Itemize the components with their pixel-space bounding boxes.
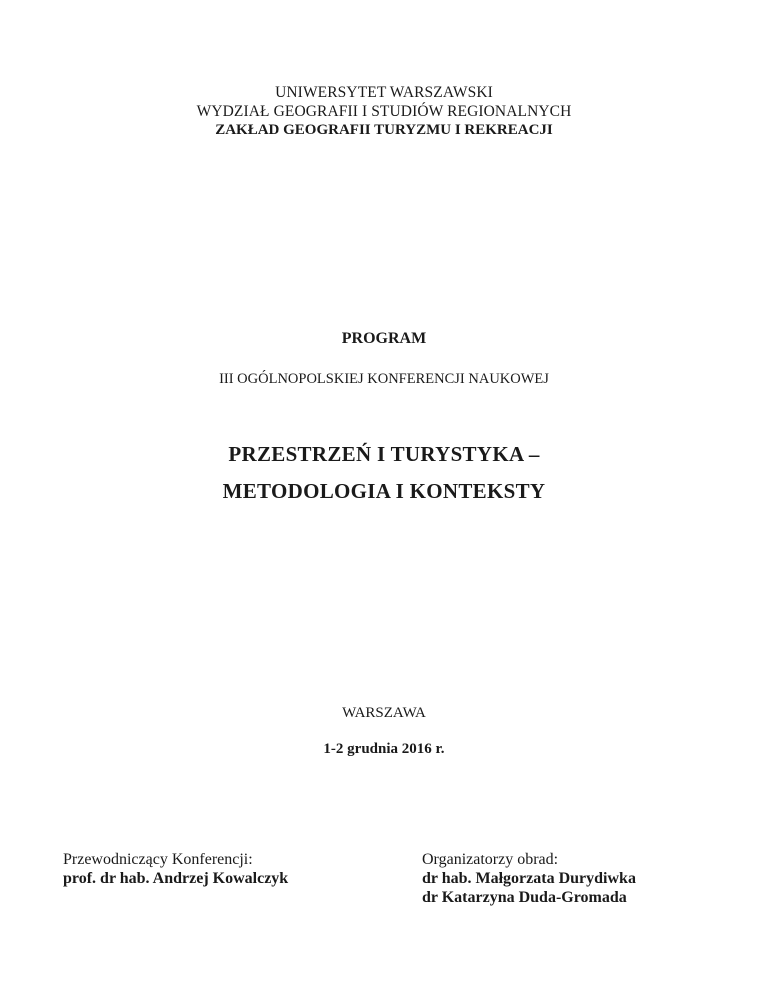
organizers-label: Organizatorzy obrad:: [422, 851, 559, 868]
chair-label: Przewodniczący Konferencji:: [63, 851, 253, 868]
faculty-name: WYDZIAŁ GEOGRAFII I STUDIÓW REGIONALNYCH: [196, 103, 572, 120]
event-date: 1-2 grudnia 2016 r.: [323, 741, 445, 757]
organizers: [422, 850, 636, 907]
conference-title-line-2: METODOLOGIA I KONTEKSTY: [222, 479, 546, 503]
program-heading: PROGRAM: [341, 330, 427, 347]
conference-chair: [63, 850, 288, 888]
organizer-name-2: dr Katarzyna Duda-Gromada: [422, 889, 627, 906]
event-city: WARSZAWA: [342, 705, 426, 721]
conference-subtitle: III OGÓLNOPOLSKIEJ KONFERENCJI NAUKOWEJ: [219, 371, 549, 387]
chair-name: prof. dr hab. Andrzej Kowalczyk: [63, 870, 289, 887]
department-name: ZAKŁAD GEOGRAFII TURYZMU I REKREACJI: [215, 122, 553, 138]
organizer-name-1: dr hab. Małgorzata Durydiwka: [422, 870, 636, 887]
conference-title-line-1: PRZESTRZEŃ I TURYSTYKA –: [228, 442, 540, 466]
university-name: UNIWERSYTET WARSZAWSKI: [275, 84, 493, 101]
